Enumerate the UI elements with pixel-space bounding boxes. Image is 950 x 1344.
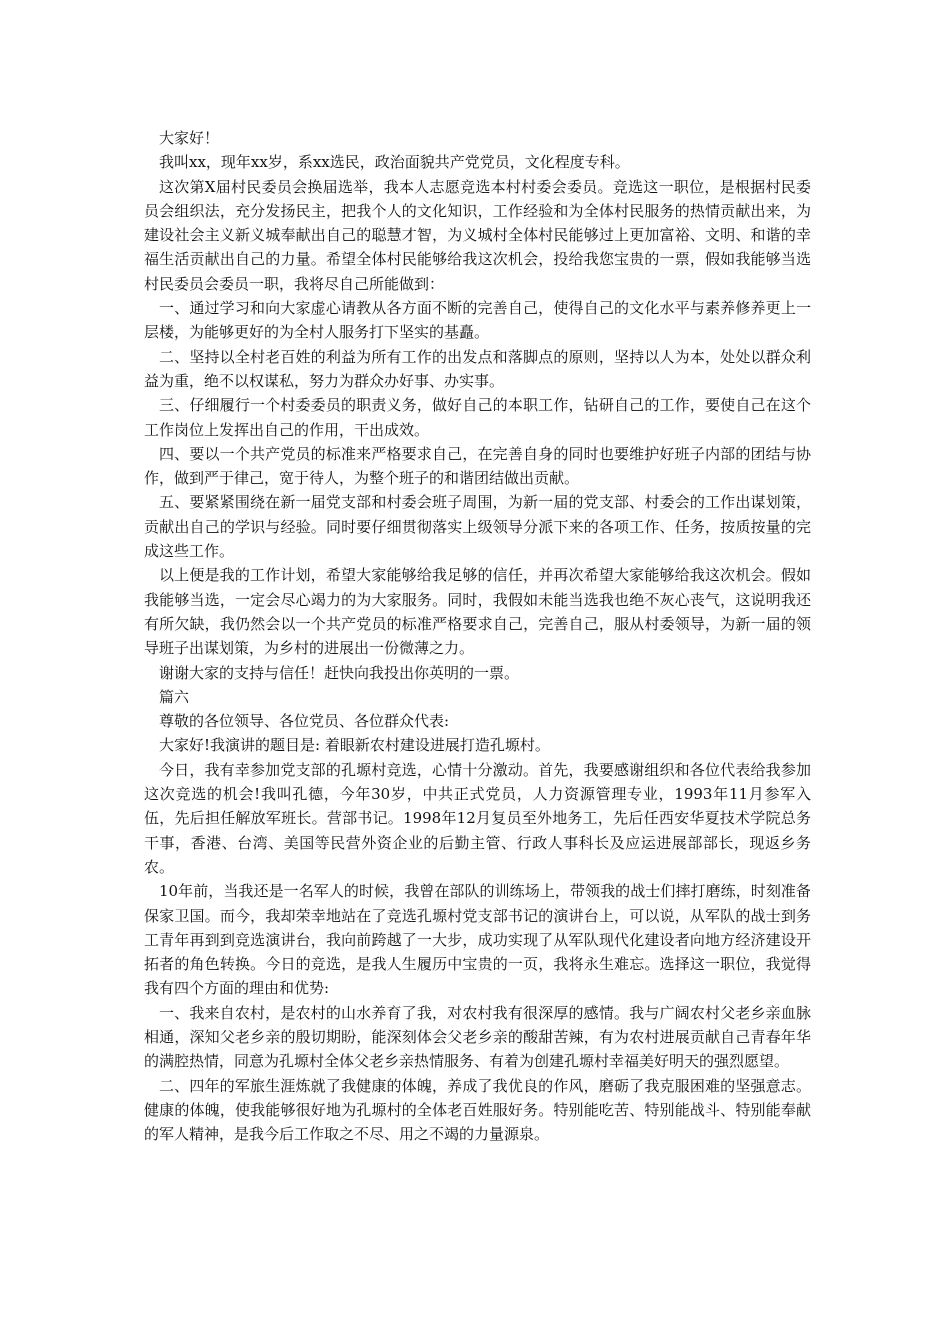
paragraph: 二、四年的军旅生涯炼就了我健康的体魄，养成了我优良的作风，磨砺了我克服困难的坚强意志。健康的体魄，使我能够很好地为孔塬村的全体老百姓服好务。特别能吃苦、特别能战斗、特别能奉献的军人精神，是我今后工作取之不尽、用之不竭的力量源泉。 (144, 1076, 811, 1144)
paragraph-topic: 大家好!我演讲的题目是: 着眼新农村建设进展打造孔塬村。 (159, 736, 550, 755)
paragraph: 一、我来自农村，是农村的山水养育了我，对农村我有很深厚的感情。我与广阔农村父老乡亲血脉相通，深知父老乡亲的殷切期盼，能深刻体会父老乡亲的酸甜苦辣，有为农村进展贡献自己青春年华的满腔热情，同意为孔塬村全体父老乡亲热情服务、有着为创建孔塬村幸福美好明天的强烈愿望。 (144, 1003, 811, 1071)
paragraph: 以上便是我的工作计划，希望大家能够给我足够的信任，并再次希望大家能够给我这次机会。假如我能够当选，一定会尽心竭力的为大家服务。同时，我假如未能当选我也绝不灰心丧气，这说明我还有所欠缺，我仍然会以一个共产党员的标准严格要求自己，完善自己，服从村委领导，为新一届的领导班子出谋划策，为乡村的进展出一份微薄之力。 (144, 566, 811, 658)
paragraph: 二、坚持以全村老百姓的利益为所有工作的出发点和落脚点的原则，坚持以人为本，处处以群众利益为重，绝不以权谋私，努力为群众办好事、办实事。 (144, 347, 811, 390)
paragraph: 10年前，当我还是一名军人的时候，我曾在部队的训练场上，带领我的战士们摔打磨练，时刻准备保家卫国。而今，我却荣幸地站在了竞选孔塬村党支部书记的演讲台上，可以说，从军队的战士到务工青年再到到竞选演讲台，我向前跨越了一大步，成功实现了从军队现代化建设者向地方经济建设开拓者的角色转换。今日的竞选，是我人生履历中宝贵的一页，我将永生难忘。选择这一职位，我觉得我有四个方面的理由和优势: (144, 882, 811, 998)
paragraph-salutation: 尊敬的各位领导、各位党员、各位群众代表: (159, 712, 450, 731)
paragraph-greeting: 大家好！ (159, 129, 220, 147)
paragraph: 五、要紧紧围绕在新一届党支部和村委会班子周围，为新一届的党支部、村委会的工作出谋划策，贡献出自己的学识与经验。同时要仔细贯彻落实上级领导分派下来的各项工作、任务，按质按量的完成这些工作。 (144, 493, 811, 561)
document-body (144, 126, 811, 1146)
paragraph: 今日，我有幸参加党支部的孔塬村竞选，心情十分激动。首先，我要感谢组织和各位代表给我参加这次竞选的机会!我叫孔德，今年30岁，中共正式党员，人力资源管理专业，1993年11月参军入伍，先后担任解放军班长。营部书记。1998年12月复员至外地务工，先后任西安华夏技术学院总务干事，香港、台湾、美国等民营外资企业的后勤主管、行政人事科长及应运进展部部长，现返乡务农。 (144, 760, 811, 876)
section-heading: 篇六 (159, 687, 190, 706)
paragraph: 一、通过学习和向大家虚心请教从各方面不断的完善自己，使得自己的文化水平与素养修养更上一层楼，为能够更好的为全村人服务打下坚实的基矗。 (144, 299, 811, 342)
paragraph: 四、要以一个共产党员的标准来严格要求自己，在完善自身的同时也要维护好班子内部的团结与协作，做到严于律己，宽于待人，为整个班子的和谐团结做出贡献。 (144, 444, 811, 488)
paragraph-intro: 我叫xx，现年xx岁，系xx选民，政治面貌共产党党员，文化程度专科。 (159, 153, 630, 172)
paragraph: 这次第X届村民委员会换届选举，我本人志愿竞选本村村委会委员。竞选这一职位，是根据村民委员会组织法，充分发扬民主，把我个人的文化知识，工作经验和为全体村民服务的热情贡献出来，为建设社会主义新义城奉献出自己的聪慧才智，为义城村全体村民能够过上更加富裕、文明、和谐的幸福生活贡献出自己的力量。希望全体村民能够给我这次机会，投给我您宝贵的一票，假如我能够当选村民委员会委员一职，我将尽自己所能做到： (144, 177, 811, 293)
paragraph: 三、仔细履行一个村委委员的职责义务，做好自己的本职工作，钻研自己的工作，要使自己在这个工作岗位上发挥出自己的作用，干出成效。 (144, 396, 811, 439)
paragraph-thanks: 谢谢大家的支持与信任！赶快向我投出你英明的一票。 (159, 663, 520, 682)
